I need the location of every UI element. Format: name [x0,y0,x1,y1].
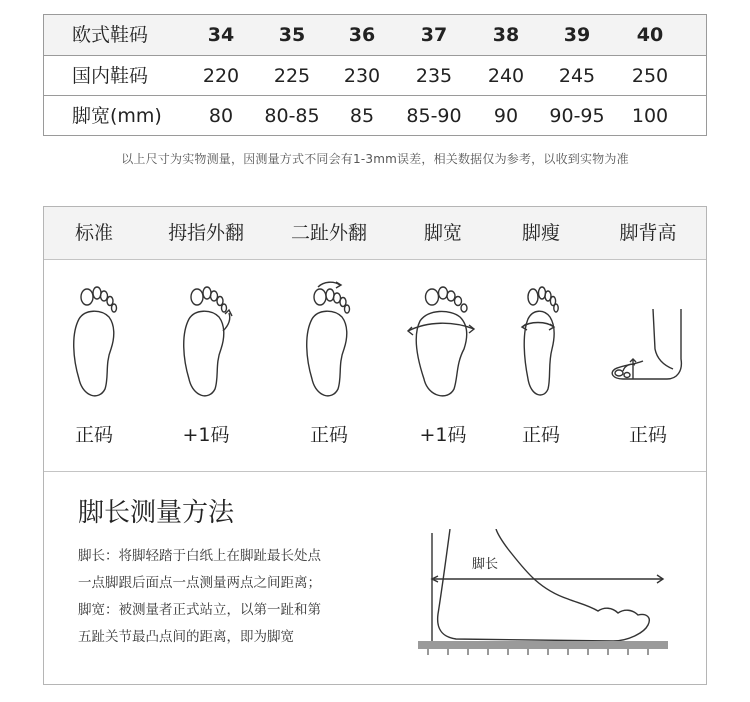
standard-foot-icon [49,279,139,409]
measurement-note: 以上尺寸为实物测量，因测量方式不同会有1-3mm误差，相关数据仅为参考，以收到实物为准 [121,152,629,166]
foot-types-header [44,207,706,260]
fit-advice: 正码 [74,424,113,446]
foot-type-name: 脚宽 [423,222,462,244]
section-divider [44,471,706,472]
size-table [43,14,707,136]
table-cell: 90 [493,105,519,127]
fit-advice: 正码 [521,424,560,446]
table-cell: 240 [487,65,525,87]
foot-type-name: 拇指外翻 [167,222,244,244]
table-cell: 85 [349,105,375,127]
high-instep-foot-icon [603,279,693,409]
table-cell: 85-90 [406,105,462,127]
instruction-line: 五趾关节最凸点间的距离，即为脚宽 [78,629,294,645]
second-toe-foot-icon [284,279,374,409]
instruction-line: 脚长：将脚轻踏于白纸上在脚趾最长处点 [78,548,321,564]
table-cell: 220 [202,65,240,87]
table-cell: 37 [420,24,448,46]
table-cell: 100 [631,105,669,127]
table-cell: 235 [415,65,453,87]
table-cell: 35 [278,24,306,46]
table-row-cn-size [44,55,706,96]
fit-advice: 正码 [309,424,348,446]
table-cell: 34 [207,24,235,46]
table-cell: 39 [563,24,591,46]
row-label: 国内鞋码 [72,65,149,87]
table-cell: 36 [348,24,376,46]
wide-foot-icon [398,279,488,409]
table-cell: 38 [492,24,520,46]
method-title: 脚长测量方法 [78,498,235,528]
foot-type-name: 标准 [74,222,113,244]
table-cell: 80 [208,105,234,127]
fit-advice: +1码 [419,424,467,446]
row-label: 脚宽(mm) [72,105,162,127]
table-cell: 245 [558,65,596,87]
foot-type-name: 脚背高 [619,222,677,244]
instruction-line: 脚宽：被测量者正式站立，以第一趾和第 [78,602,321,618]
row-label: 欧式鞋码 [72,24,149,46]
table-cell: 40 [636,24,664,46]
table-row-eu-size [44,15,706,55]
instruction-line: 一点脚跟后面点一点测量两点之间距离； [78,575,321,591]
table-cell: 90-95 [549,105,605,127]
table-cell: 80-85 [264,105,320,127]
foot-types-panel [43,206,707,685]
foot-type-name: 脚瘦 [521,222,560,244]
table-row-foot-width [44,95,706,136]
fit-advice: 正码 [628,424,667,446]
figure-label: 脚长 [472,557,499,572]
bunion-foot-icon [161,279,251,409]
foot-type-name: 二趾外翻 [290,222,367,244]
table-cell: 225 [273,65,311,87]
table-cell: 250 [631,65,669,87]
foot-length-measure-illustration [408,529,678,659]
fit-advice: +1码 [182,424,230,446]
method-instructions [78,543,408,651]
table-cell: 230 [343,65,381,87]
narrow-foot-icon [496,279,586,409]
